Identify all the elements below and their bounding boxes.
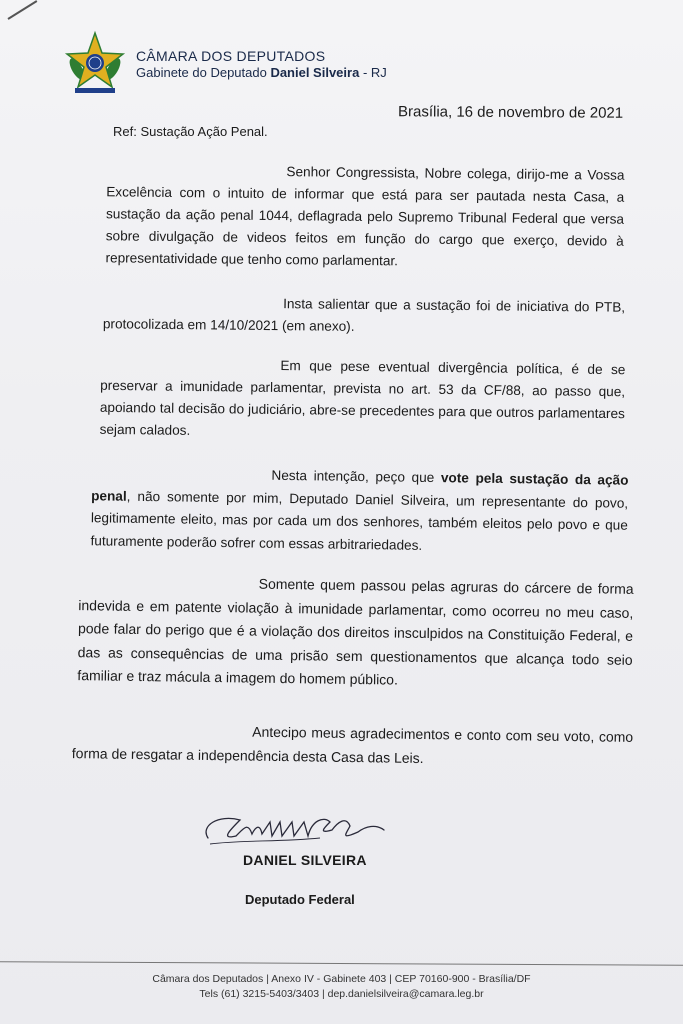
paragraph-closing: [72, 718, 634, 773]
office-deputy-name: Daniel Silveira: [270, 65, 360, 80]
letter-date: Brasília, 16 de novembro de 2021: [397, 103, 624, 122]
office-prefix: Gabinete do Deputado: [136, 65, 271, 80]
footer-divider: [0, 961, 683, 966]
paragraph-text: Somente quem passou pelas agruras do cárcere de forma indevida e em patente violação à imunidade parlamentar, como ocorreu no meu caso, pode falar do perigo que é a violação dos direitos insculpidos na Constituição Federal, e das as consequências de uma prisão sem questionamentos que alcança todo seio familiar e traz mácula a imagem do homem público.: [77, 575, 634, 688]
office-suffix: - RJ: [359, 65, 387, 80]
office-line: [136, 65, 387, 80]
org-name: CÂMARA DOS DEPUTADOS: [136, 48, 326, 64]
paragraph-text: Em que pese eventual divergência política, é de se preservar a imunidade parlamentar, prevista no art. 53 da CF/88, ao passo que, apoiando tal decisão do judiciário, abre-se precedentes para que outros parlamentares sejam calados.: [99, 357, 626, 438]
letter-footer: [0, 972, 683, 1002]
letterhead: [62, 30, 562, 100]
paragraph-immunity: [99, 353, 625, 447]
letter-reference: Ref: Sustação Ação Penal.: [113, 124, 268, 139]
paragraph-text: Senhor Congressista, Nobre colega, dirijo-me a Vossa Excelência com o intuito de informar que está para ser pautada nesta Casa, a sustação da ação penal 1044, deflagrada pelo Supremo Tribunal Federal que versa sobre divulgação de videos feitos em função do cargo que exerço, devido à representatividade que tenho como parlamentar.: [105, 164, 625, 269]
paragraph-text: [90, 462, 628, 559]
paragraph-request: [90, 462, 628, 559]
paragraph-experience: [77, 570, 634, 695]
paragraph-text-end: , não somente por mim, Deputado Daniel Silveira, um representante do povo, legitimamente eleito, mas por cada um dos senhores, também eleitos pelo povo e que futuramente poderão sofrer com essas arbitrariedades.: [90, 488, 629, 553]
signer-title: Deputado Federal: [245, 892, 355, 907]
paragraph-intro: [105, 159, 624, 274]
pen-mark: [7, 0, 37, 20]
footer-contact: Tels (61) 3215-5403/3403 | dep.danielsilveira@camara.leg.br: [199, 988, 484, 1000]
paragraph-initiative: [103, 291, 625, 340]
signer-name: DANIEL SILVEIRA: [243, 852, 367, 868]
paragraph-emphasis: vote pela sustação da ação penal: [91, 470, 629, 504]
paragraph-text: Insta salientar que a sustação foi de iniciativa do PTB, protocolizada em 14/10/2021 (em anexo).: [102, 296, 626, 334]
footer-address: Câmara dos Deputados | Anexo IV - Gabinete 403 | CEP 70160-900 - Brasília/DF: [152, 973, 531, 985]
coat-of-arms-icon: [62, 30, 128, 98]
paragraph-text-start: Nesta intenção, peço que: [271, 467, 442, 486]
paragraph-text: Antecipo meus agradecimentos e conto com seu voto, como forma de resgatar a independência desta Casa das Leis.: [71, 723, 634, 766]
